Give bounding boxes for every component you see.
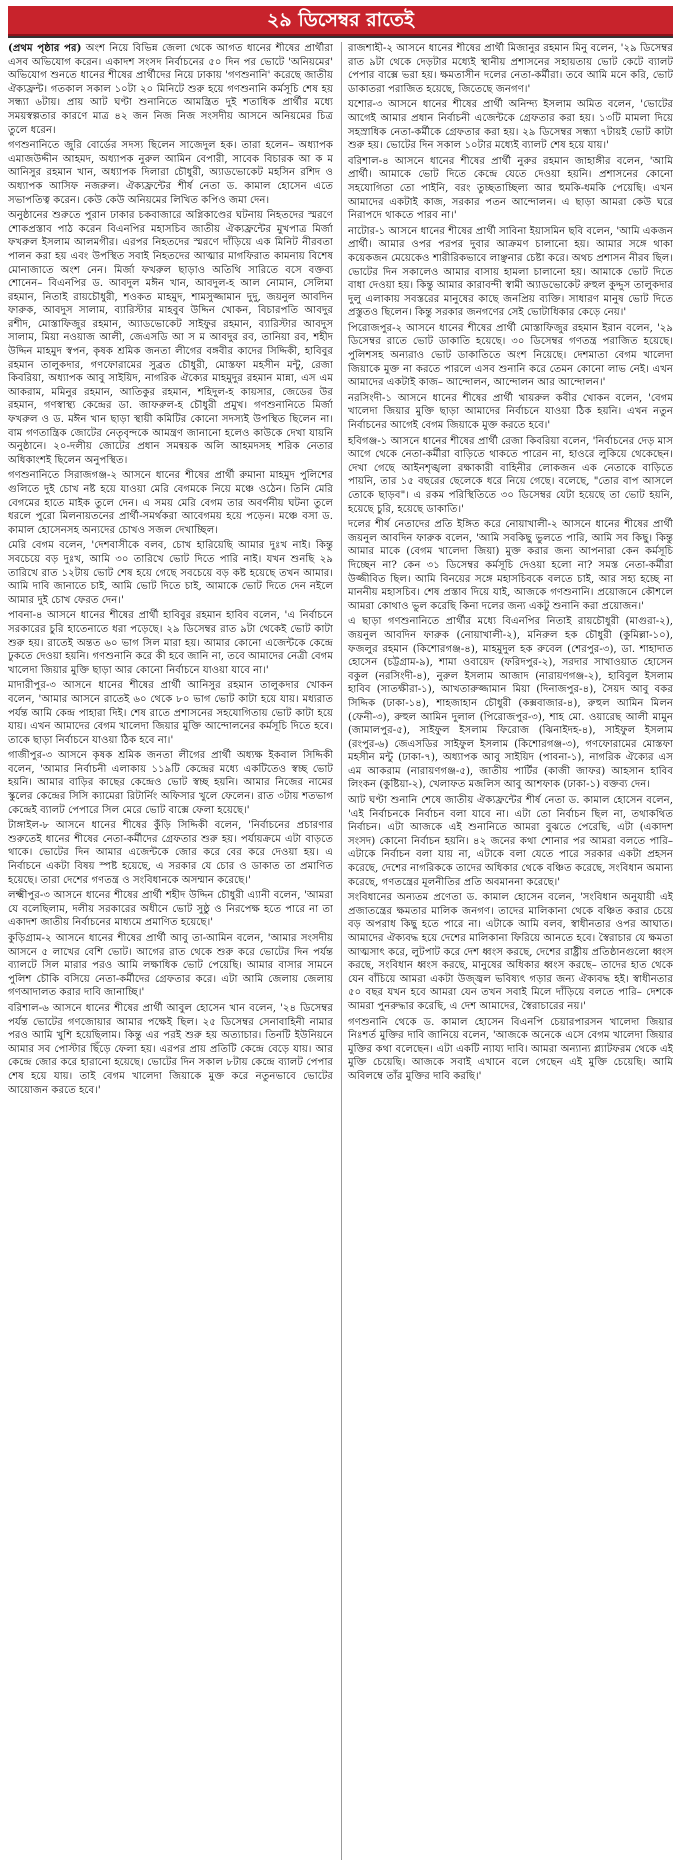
paragraph: গাজীপুর-৩ আসনে কৃষক শ্রমিক জনতা লীগের প্রার্থী অধ্যক্ষ ইকবাল সিদ্দিকী বলেন, 'আমার নির্বাচনী এলাকায় ১১৯টি কেন্দ্রের মধ্যে একটিতেও স্বচ্ছ ভোট হয়নি। আমার বাড়ির কাছের কেন্দ্রেও ভোট স্বচ্ছ হয়নি। আমার নিজের নামের স্কুলের কেন্দ্রের সিসি ক্যামেরা রিটার্নিং অফিসার খুলে ফেলেন। রাত ৩টায় শতভাগ কেন্দ্রেই ব্যালট পেপারে সিল মেরে ভোট বাক্সে ফেলা হয়েছে।': [8, 750, 333, 816]
paragraph: দলের শীর্ষ নেতাদের প্রতি ইঙ্গিত করে নোয়াখালী-২ আসনে ধানের শীষের প্রার্থী জয়নুল আবদিন ফারুক বলেন, 'আমি সবকিছু ভুলতে পারি, আমি সব কিছু। কিন্তু আমার মাকে (বেগম খালেদা জিয়া) মুক্ত করার জন্য আপনারা কেন কর্মসূচি দিচ্ছেন না? কেন ৩১ ডিসেম্বর কর্মসূচি দেওয়া হলো না? সমস্ত নেতা-কর্মীরা উজ্জীবিত ছিল। আমি বিনয়ের সঙ্গে মহাসচিবকে বলতে চাই, আর সহ্য হচ্ছে না মাননীয় মহাসচিব। শেষ প্রস্তাব দিয়ে যাই, আজকে গণশুনানি। প্রয়োজনে কৌশলে আমরা কোথাও ভুল করেছি কিনা দলের জন্য একটু শুনানি করা প্রয়োজন।': [348, 519, 673, 612]
headline-banner: [8, 6, 673, 36]
paragraph: গণশুনানি থেকে ড. কামাল হোসেন বিএনপি চেয়ারপারসন খালেদা জিয়ার নিঃশর্ত মুক্তির দাবি জানিয়ে বলেন, 'আজকে অনেকে এসে বেগম খালেদা জিয়ার মুক্তির কথা বলেছেন। এটা একটি ন্যায্য দাবি। আমরা অন্যান্য প্ল্যাটফরম থেকে এই মুক্তি চেয়েছি। আজকে সবাই এখানে বলে গেছেন এই মুক্তি চেয়েছি। আমি অবিলম্বে তাঁর মুক্তির দাবি করছি।': [348, 1016, 673, 1082]
paragraph: যশোর-৩ আসনে ধানের শীষের প্রার্থী অনিন্দ্য ইসলাম অমিত বলেন, 'ভোটের আগেই আমার প্রধান নির্বাচনী এজেন্টকে গ্রেফতার করা হয়। ১৩টি মামলা দিয়ে সহস্রাধিক নেতা-কর্মীকে গ্রেফতার করা হয়। ২৯ ডিসেম্বর সন্ধ্যা ৭টায়ই ভোট কাটা শুরু হয়। ভোটের দিন সকাল ১০টার মধ্যেই ব্যালট শেষ হয়ে যায়।': [348, 99, 673, 152]
paragraph: রাজশাহী-২ আসনে ধানের শীষের প্রার্থী মিজানুর রহমান মিনু বলেন, '২৯ ডিসেম্বর রাত ৯টা থেকে দেড়টার মধ্যেই স্থানীয় প্রশাসনের সহায়তায় ভোট কেটে ব্যালট পেপার বাক্সে ভরা হয়। ক্ষমতাসীন দলের নেতা-কর্মীরা। তবে আমি মনে করি, ভোট ডাকাতরা পরাজিত হয়েছে, জিতেছে জনগণ।': [348, 43, 673, 95]
paragraph: এ ছাড়া গণশুনানিতে প্রার্থীর মধ্যে বিএনপির নিতাই রায়চৌধুরী (মাগুরা-২), জয়নুল আবদিন ফারুক (নোয়াখালী-২), মনিরুল হক চৌধুরী (কুমিল্লা-১০), ফজলুর রহমান (কিশোরগঞ্জ-৪), মাহমুদুল হক রুবেল (শেরপুর-৩), ডা. শাহাদাত হোসেন (চট্টগ্রাম-৯), শামা ওবায়েদ (ফরিদপুর-২), সরদার সাখাওয়াত হোসেন বকুল (নরসিংদী-৪), নুরুল ইসলাম আজাদ (নারায়ণগঞ্জ-২), হাবিবুল ইসলাম হাবিব (সাতক্ষীরা-১), আখতারুজ্জামান মিয়া (দিনাজপুর-৪), সৈয়দ আবু বকর সিদ্দিক (ঢাকা-১৪), শাহজাহান চৌধুরী (কক্সবাজার-৪), রুহুল আমিন মিলন (ফেনী-৩), রুহুল আমিন দুলাল (পিরোজপুর-৩), শাহ মো. ওয়ারেছ আলী মামুন (জামালপুর-৫), সাইফুল ইসলাম ফিরোজ (ঝিনাইদহ-৪), সাইফুল ইসলাম (রংপুর-৬) জেএসডির সাইফুল ইসলাম (কিশোরগঞ্জ-৩), গণফোরামের মোস্তফা মহসীন মন্টু (ঢাকা-৭), অধ্যাপক আবু সাইয়িদ (পাবনা-১), নাগরিক ঐক্যের এস এম আকরাম (নারায়ণগঞ্জ-৫), জাতীয় পার্টির (কাজী জাফর) আহসান হাবিব লিংকন (কুষ্টিয়া-২), খেলাফত মজলিস আবু আশফাক (ঢাকা-১) বক্তব্য দেন।: [348, 616, 673, 791]
paragraph: আট ঘণ্টা শুনানি শেষে জাতীয় ঐক্যফ্রন্টের শীর্ষ নেতা ড. কামাল হোসেন বলেন, 'এই নির্বাচনকে নির্বাচন বলা যাবে না। এটা তো নির্বাচন ছিল না, তথাকথিত নির্বাচন। এটা আজকে এই শুনানিতে আমরা বুঝতে পেরেছি, এটা (একাদশ সংসদ) কোনো নির্বাচন হয়নি। ৪২ জনের কথা শোনার পর আমরা বলতে পারি– এটাকে নির্বাচন বলা যায় না, এটাকে বলা যেতে পারে সরকার একটা প্রহসন করেছে, দেশের নাগরিককে তাদের অধিকার থেকে বঞ্চিত করেছে, সংবিধান অমান্য করেছে, গণতন্ত্রের মূলনীতির প্রতি অবমাননা করেছে।': [348, 795, 673, 888]
paragraph: নরসিংদী-১ আসনে ধানের শীষের প্রার্থী খায়রুল কবীর খোকন বলেন, 'বেগম খালেদা জিয়ার মুক্তি ছাড়া আমাদের নির্বাচনে যাওয়া ঠিক হয়নি। এখন নতুন নির্বাচনের আগেই বেগম জিয়াকে মুক্ত করতে হবে।': [348, 392, 673, 432]
paragraph: পিরোজপুর-২ আসনে ধানের শীষের প্রার্থী মোস্তাফিজুর রহমান ইরান বলেন, '২৯ ডিসেম্বর রাতে ভোট ডাকাতি হয়েছে। ৩০ ডিসেম্বর গণতন্ত্র পরাজিত হয়েছে। পুলিশসহ অন্যরাও ভোট ডাকাতিতে অংশ নিয়েছে। দেশমাতা বেগম খালেদা জিয়াকে মুক্ত না করতে পারলে এসব শুনানি করে তেমন কোনো লাভ নেই। এখন আমাদের একটাই কাজ– আন্দোলন, আন্দোলন আর আন্দোলন।': [348, 322, 673, 389]
headline-rule: [8, 36, 673, 38]
paragraph: মাদারীপুর-৩ আসনে ধানের শীষের প্রার্থী আনিসুর রহমান তালুকদার খোকন বলেন, 'আমার আসনে রাতেই ৬০ থেকে ৮০ ভাগ ভোট কাটা হয়ে যায়। মধ্যরাত পর্যন্ত আমি কেন্দ্র পাহারা দিই। শেষ রাতে প্রশাসনের সহযোগিতায় ভোট কাটা হয়ে যায়। এখন আমাদের বেগম খালেদা জিয়ার মুক্তি আন্দোলনের কর্মসূচি দিতে হবে। তাকে ছাড়া নির্বাচনে যাওয়া ঠিক হবে না।': [8, 680, 333, 746]
paragraph: টাঙ্গাইল-৮ আসনে ধানের শীষের কুঁড়ি সিদ্দিকী বলেন, 'নির্বাচনের প্রচারণার শুরুতেই ধানের শীষের নেতা-কর্মীদের গ্রেফতার শুরু হয়। পর্যায়ক্রমে এটা বাড়তে থাকে। ভোটের দিন আমার এজেন্টকে জোর করে বের করে দেওয়া হয়। এ নির্বাচনে একটা বিষয় স্পষ্ট হয়েছে, এ সরকার যে চোর ও ডাকাত তা প্রমাণিত হয়েছে। তারা দেশের গণতন্ত্র ও সংবিধানকে অসম্মান করেছে।': [8, 820, 333, 886]
paragraph: পাবনা-৪ আসনে ধানের শীষের প্রার্থী হাবিবুর রহমান হাবিব বলেন, 'এ নির্বাচনে সরকারের চুরি হাতেনাতে ধরা পড়েছে। ২৯ ডিসেম্বর রাত ৯টা থেকেই ভোট কাটা শুরু হয়। রাতেই অন্তত ৬০ ভাগ সিল মারা হয়। আমার কোনো এজেন্টকে কেন্দ্রে ঢুকতে দেওয়া হয়নি। গণশুনানি করে কী হবে জানি না, তবে আমাদের নেত্রী বেগম খালেদা জিয়ার মুক্তি ছাড়া আর কোনো নির্বাচনে যাওয়া যাবে না।': [8, 610, 333, 676]
paragraph-text: অংশ নিয়ে বিভিন্ন জেলা থেকে আগত ধানের শীষের প্রার্থীরা এসব অভিযোগ করেন। একাদশ সংসদ নির্বাচনের ৫০ দিন পর ভোটে 'অনিয়মের' অভিযোগ শুনতে ধানের শীষের প্রার্থীদের নিয়ে ঢাকায় 'গণশুনানি' করেছে জাতীয় ঐক্যফ্রন্ট। গতকাল সকাল ১০টা ২০ মিনিটে শুরু হয়ে গণশুনানি কর্মসূচি শেষ হয় সন্ধ্যা ৬টায়। প্রায় আট ঘণ্টা শুনানিতে আমন্ত্রিত দুই শতাধিক প্রার্থীর মধ্যে সময়স্বল্পতার কারণে মাত্র ৪২ জন নিজ নিজ সংসদীয় আসনে অনিয়মের চিত্র তুলে ধরেন।: [8, 43, 333, 136]
paragraph: গণশুনানিতে সিরাজগঞ্জ-২ আসনে ধানের শীষের প্রার্থী রুমানা মাহমুদ পুলিশের গুলিতে দুই চোখ নষ্ট হয়ে যাওয়া মেরি বেগমকে নিয়ে মঞ্চে ওঠেন। তিনি মেরি বেগমের হাতে মাইক তুলে দেন। এ সময় মেরি বেগম তার অবর্ণনীয় ঘটনা তুলে ধরলে পুরো মিলনায়তনের প্রার্থী-সমর্থকরা আবেগময় হয়ে পড়েন। মঞ্চে বসা ড. কামাল হোসেনসহ অন্যদের চোখও সজল দেখাচ্ছিল।: [8, 470, 333, 536]
paragraph: [8, 42, 333, 137]
paragraph: কুড়িগ্রাম-২ আসনে ধানের শীষের প্রার্থী আবু তা-আমিন বলেন, 'আমার সংসদীয় আসনে ৫ লাখের বেশি ভোট। আগের রাত থেকে শুরু করে ভোটের দিন পর্যন্ত ব্যালটে সিল মারার পরও আমি লক্ষাধিক ভোট পেয়েছি। আমার বাসার সামনে পুলিশ চৌকি বসিয়ে নেতা-কর্মীদের গ্রেফতার করে। এটা আমি জেলায় জেলায় গণআদালত করার দাবি জানাচ্ছি।': [8, 933, 333, 999]
paragraph: অনুষ্ঠানের শুরুতে পুরান ঢাকার চকবাজারে অগ্নিকাণ্ডের ঘটনায় নিহতদের স্মরণে শোকপ্রস্তাব পাঠ করেন বিএনপির মহাসচিব জাতীয় ঐক্যফ্রন্টের মুখপাত্র মির্জা ফখরুল ইসলাম আলমগীর। এরপর নিহতদের স্মরণে দাঁড়িয়ে এক মিনিট নীরবতা পালন করা হয় এবং উপস্থিত সবাই নিহতদের আত্মার মাগফিরাত কামনায় বিশেষ মোনাজাতে অংশ নেন। মির্জা ফখরুল ছাড়াও অতিথি সারিতে বসে বক্তব্য শোনেন– বিএনপির ড. আবদুল মঈন খান, আবদুল-হ আল নোমান, সেলিমা রহমান, নিতাই রায়চৌধুরী, শওকত মাহমুদ, শামসুজ্জামান দুদু, জয়নুল আবদিন ফারুক, আবদুস সালাম, ব্যারিস্টার মাহবুব উদ্দিন খোকন, বিচারপতি আবদুর রশীদ, মোস্তাফিজুর রহমান, অ্যাডভোকেট সাইফুর রহমান, ব্যারিস্টার আবদুস সালাম, মিয়া নওয়াজ আলী, জেএসডি আ স ম আবদুর রব, তানিয়া রব, শহীদ উদ্দিন মাহমুদ স্বপন, কৃষক শ্রমিক জনতা লীগের বঙ্গবীর কাদের সিদ্দিকী, হাবিবুর রহমান তালুকদার, গণফোরামের সুব্রত চৌধুরী, মোস্তফা মহসীন মন্টু, রেজা কিবরিয়া, অধ্যাপক আবু সাইয়িদ, নাগরিক ঐক্যের মাহমুদুর রহমান মান্না, এস এম আকরাম, মমিনুর রহমান, আতিকুর রহমান, শহিদুল-হ কায়সার, জেডের উর রহমান, গণস্বাস্থ্য কেন্দ্রের ডা. জাফরুল-হ চৌধুরী প্রমুখ। গণশুনানিতে মির্জা ফখরুল ও ড. মঈন খান ছাড়া স্থায়ী কমিটির কোনো সদস্যই উপস্থিত ছিলেন না। বাম গণতান্ত্রিক জোটের নেতৃবৃন্দকে আমন্ত্রণ জানানো হলেও কাউকে দেখা যায়নি অনুষ্ঠানে। ২০-দলীয় জোটের প্রধান সমন্বয়ক অলি আহমদসহ শরিক নেতার অধিকাংশই ছিলেন অনুপস্থিত।: [8, 210, 333, 466]
paragraph: লক্ষ্মীপুর-৩ আসনে ধানের শীষের প্রার্থী শহীদ উদ্দিন চৌধুরী এ্যানী বলেন, 'আমরা যে বলেছিলাম, দলীয় সরকারের অধীনে ভোট সুষ্ঠু ও নিরপেক্ষ হতে পারে না তা একাদশ জাতীয় নির্বাচনের মাধ্যমে প্রমাণিত হয়েছে।': [8, 890, 333, 929]
paragraph: বরিশাল-৪ আসনে ধানের শীষের প্রার্থী নুরুর রহমান জাহাঙ্গীর বলেন, 'আমি প্রার্থী। আমাকে ভোট দিতে কেন্দ্রে যেতে দেওয়া হয়নি। প্রশাসনের কোনো সহযোগিতা তো পাইনি, বরং তুচ্ছতাচ্ছিল্য আর হুমকি-ধমকি পেয়েছি। এখন আমাদের একটাই কাজ, সরকার পতন আন্দোলন। এ ছাড়া আমরা কেউ ঘরে নিরাপদে থাকতে পারব না।': [348, 155, 673, 222]
paragraph: হবিগঞ্জ-১ আসনে ধানের শীষের প্রার্থী রেজা কিবরিয়া বলেন, 'নির্বাচনের দেড় মাস আগে থেকে নেতা-কর্মীরা বাড়িতে থাকতে পারেন না, হাওরে লুকিয়ে থেকেছেন। দেখা গেছে আইনশৃঙ্খলা রক্ষাকারী বাহিনীর লোকজন এক নেতাকে বাড়িতে পায়নি, তার ১৫ বছরের ছেলেকে ধরে নিয়ে গেছে। বলেছে, "তোর বাপ আসলে তোকে ছাড়ব"। এ রকম পরিস্থিতিতে ৩০ ডিসেম্বর যেটা হয়েছে তা ভোট হয়নি, হয়েছে চুরি, হয়েছে ডাকাতি।': [348, 435, 673, 515]
paragraph: নাটোর-১ আসনে ধানের শীষের প্রার্থী সাবিনা ইয়াসমিন ছবি বলেন, 'আমি একজন প্রার্থী। আমার ওপর পরপর দুবার আক্রমণ চালানো হয়। আমার সঙ্গে থাকা কয়েকজন মেয়েকেও শারীরিকভাবে লাঞ্ছনার চেষ্টা করে। অথচ প্রশাসন নীরব ছিল। ভোটের দিন সকালেও আমার বাসায় হামলা চালানো হয়। আমাকে ভোট দিতে বাধা দেওয়া হয়। কিন্তু আমার কারাবন্দী স্বামী অ্যাডভোকেট রুহুল কুদ্দুস তালুকদার দুলু এলাকায় সবস্তরের মানুষের কাছে জনপ্রিয় ব্যক্তি। সাধারণ মানুষ ভোট দিতে প্রস্তুতও ছিলেন। কিন্তু সরকার জনগণের সেই ভোটাধিকার কেড়ে নেয়।': [348, 225, 673, 319]
right-column: [341, 42, 673, 1860]
paragraph: মেরি বেগম বলেন, 'দেশবাসীকে বলব, চোখ হারিয়েছি আমার দুঃখ নাই। কিন্তু সবচেয়ে বড় দুঃখ, আমি ৩০ তারিখে ভোট দিতে পারি নাই। যখন শুনছি ২৯ তারিখে রাত ১২টায় ভোট শেষ হয়ে গেছে সবচেয়ে বড় কষ্ট হয়েছে তখন আমার। আমি দাবি জানাতে চাই, আমি ভোট দিতে চাই, আমাকে ভোট দিতে দেন নইলে আমার দুই চোখ ফেরত দেন।': [8, 540, 333, 606]
continuation-marker: (প্রথম পৃষ্ঠার পর): [8, 42, 82, 54]
article-headline: ২৯ ডিসেম্বর রাতেই: [267, 9, 414, 31]
paragraph: বরিশাল-৬ আসনে ধানের শীষের প্রার্থী আবুল হোসেন খান বলেন, '২৪ ডিসেম্বর পর্যন্ত ভোটের গণজোয়ার আমার পক্ষেই ছিল। ২৫ ডিসেম্বর সেনাবাহিনী নামার পরও আমি খুশি হয়েছিলাম। কিন্তু এর পরই শুরু হয় অত্যাচার। তিনটি ইউনিয়নে আমার সব পোস্টার ছিঁড়ে ফেলা হয়। এরপর প্রায় প্রতিটি কেন্দ্রে বেড়ে যায়। আর কেন্দ্রে জোর করে হারানো হয়েছে। ভোটের দিন সকাল ৮টায় কেন্দ্রে ব্যালট পেপার শেষ হয়ে যায়। তাই বেগম খালেদা জিয়াকে মুক্ত করে নতুনভাবে ভোটের আয়োজন করতে হবে।': [8, 1002, 333, 1096]
article-body: [8, 42, 673, 1860]
paragraph: সংবিধানের অন্যতম প্রণেতা ড. কামাল হোসেন বলেন, 'সংবিধান অনুযায়ী এই প্রজাতন্ত্রের ক্ষমতার মালিক জনগণ। তাদের মালিকানা থেকে বঞ্চিত করার চেয়ে বড় অপরাধ কিছু হতে পারে না। এটাকে আমি বলব, স্বাধীনতার ওপর আঘাত। আমাদের ঐক্যবদ্ধ হয়ে দেশের মালিকানা ফিরিয়ে আনতে হবে। স্বৈরাচার যে ক্ষমতা আত্মসাৎ করে, লুটপাট করে দেশ ধ্বংস করছে, দেশের রাষ্ট্রীয় প্রতিষ্ঠানগুলো ধ্বংস করছে, সংবিধান ধ্বংস করছে, মানুষের অধিকার ধ্বংস করছে– তাদের হাত থেকে যেন বাঁচিয়ে আমরা একটা উজ্জ্বল ভবিষ্যৎ গড়ার জন্য ঐক্যবদ্ধ হই। স্বাধীনতার ৫০ বছর যখন হবে আমরা যেন তখন সবাই মিলে দাঁড়িয়ে বলতে পারি– দেশকে আমরা পুনরুদ্ধার করেছি, এ দেশ আমাদের, স্বৈরাচারের নয়।': [348, 892, 673, 1012]
paragraph: গণশুনানিতে জুরি বোর্ডের সদস্য ছিলেন সাজেদুল হক। তারা হলেন– অধ্যাপক এমাজউদ্দীন আহমদ, অধ্যাপক নুরুল আমিন বেপারী, সাবেক বিচারক আ ক ম আনিসুর রহমান খান, অধ্যাপক দিলারা চৌধুরী, অ্যাডভোকেট মহসিন রশিদ ও অধ্যাপক আসিফ নজরুল। ঐক্যফ্রন্টের শীর্ষ নেতা ড. কামাল হোসেন এতে সভাপতিত্ব করেন। কেউ কেউ অনিয়মের লিখিত কপিও জমা দেন।: [8, 140, 333, 206]
left-column: [8, 42, 333, 1860]
